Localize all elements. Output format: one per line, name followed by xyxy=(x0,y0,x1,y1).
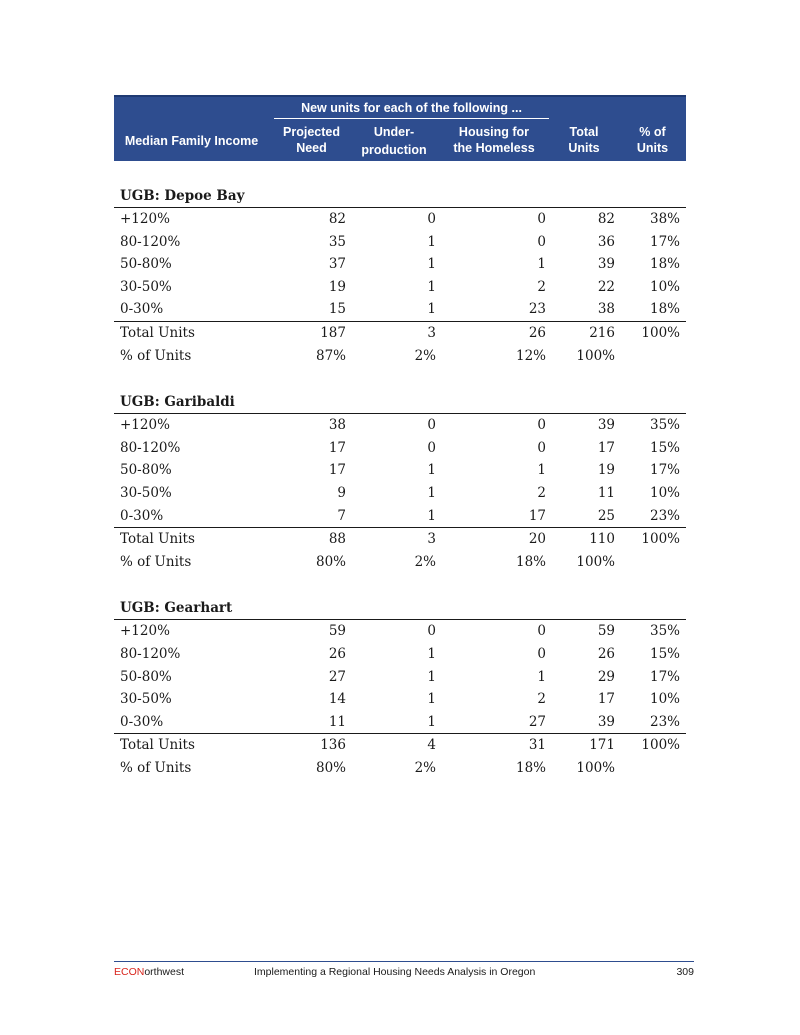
cell-homeless: 1 xyxy=(537,256,546,273)
cell-underproduction: 0 xyxy=(427,439,436,456)
cell-underproduction: 1 xyxy=(427,462,436,479)
cell-total-units: 17 xyxy=(597,439,615,456)
cell-projected-need: 7 xyxy=(337,507,346,524)
cell-total-units: 25 xyxy=(597,507,615,524)
group-header-label: New units for each of the following ... xyxy=(301,101,522,115)
col-header-total-line2: Units xyxy=(568,141,600,155)
cell-underproduction: 3 xyxy=(427,324,436,341)
cell-underproduction: 1 xyxy=(427,233,436,250)
cell-total-units: 100% xyxy=(576,759,615,776)
cell-projected-need: 80% xyxy=(315,759,346,776)
cell-homeless: 18% xyxy=(515,759,546,776)
row-label: 50-80% xyxy=(120,256,172,273)
row-label: +120% xyxy=(120,211,170,227)
col-header-projected-line2: Need xyxy=(296,141,327,155)
cell-projected-need: 9 xyxy=(337,484,346,501)
total-row xyxy=(114,527,686,551)
cell-underproduction: 0 xyxy=(427,211,436,227)
col-header-total-line1: Total xyxy=(569,125,599,139)
col-header-under-line1: Under- xyxy=(373,125,415,139)
cell-homeless: 2 xyxy=(537,691,546,708)
cell-underproduction: 0 xyxy=(427,623,436,640)
cell-projected-need: 11 xyxy=(328,713,346,730)
cell-underproduction: 1 xyxy=(427,691,436,708)
cell-pct-units: 15% xyxy=(649,645,680,662)
table-row xyxy=(114,414,686,437)
cell-projected-need: 17 xyxy=(328,439,346,456)
col-header-projected-line1: Projected xyxy=(283,125,340,139)
cell-total-units: 216 xyxy=(589,324,615,341)
row-label: 0-30% xyxy=(120,713,164,730)
table-row xyxy=(114,459,686,482)
row-label: 30-50% xyxy=(120,278,172,295)
cell-total-units: 39 xyxy=(597,713,615,730)
table-body xyxy=(114,185,686,779)
cell-total-units: 36 xyxy=(597,233,615,250)
cell-total-units: 110 xyxy=(589,531,615,548)
cell-projected-need: 82 xyxy=(328,211,346,227)
table-row xyxy=(114,643,686,666)
row-label: +120% xyxy=(120,417,170,434)
cell-underproduction: 0 xyxy=(427,417,436,434)
col-header-projected xyxy=(274,124,349,156)
cell-total-units: 26 xyxy=(597,645,615,662)
table-section xyxy=(114,185,686,367)
cell-projected-need: 80% xyxy=(315,553,346,570)
cell-projected-need: 14 xyxy=(328,691,346,708)
row-label: Total Units xyxy=(120,737,195,754)
cell-homeless: 12% xyxy=(515,347,546,364)
cell-homeless: 18% xyxy=(515,553,546,570)
cell-pct-units: 10% xyxy=(649,691,680,708)
cell-total-units: 38 xyxy=(597,301,615,318)
col-header-income: Median Family Income xyxy=(124,134,259,148)
col-header-total xyxy=(554,124,614,156)
footer-brand-rest: orthwest xyxy=(144,966,185,978)
cell-projected-need: 87% xyxy=(315,347,346,364)
cell-pct-units: 18% xyxy=(649,301,680,318)
table-row xyxy=(114,208,686,231)
cell-underproduction: 1 xyxy=(427,484,436,501)
cell-underproduction: 2% xyxy=(414,347,436,364)
row-label: % of Units xyxy=(120,759,192,776)
row-label: 50-80% xyxy=(120,462,172,479)
cell-homeless: 1 xyxy=(537,668,546,685)
cell-projected-need: 27 xyxy=(328,668,346,685)
col-header-homeless-line1: Housing for xyxy=(458,125,530,139)
row-label: Total Units xyxy=(120,531,195,548)
row-label: 80-120% xyxy=(120,233,181,250)
row-label: 0-30% xyxy=(120,507,164,524)
cell-projected-need: 187 xyxy=(320,324,346,341)
section-title: UGB: Garibaldi xyxy=(114,391,686,414)
cell-pct-units: 100% xyxy=(641,324,680,341)
cell-underproduction: 2% xyxy=(414,553,436,570)
cell-underproduction: 1 xyxy=(427,301,436,318)
table-section xyxy=(114,391,686,573)
table-row xyxy=(114,276,686,299)
cell-underproduction: 1 xyxy=(427,507,436,524)
table-row xyxy=(114,231,686,254)
row-label: % of Units xyxy=(120,347,192,364)
pct-row xyxy=(114,345,686,368)
cell-homeless: 2 xyxy=(537,278,546,295)
cell-homeless: 26 xyxy=(528,324,546,341)
row-label: 0-30% xyxy=(120,301,164,318)
cell-underproduction: 4 xyxy=(427,737,436,754)
cell-homeless: 0 xyxy=(537,439,546,456)
cell-projected-need: 15 xyxy=(328,301,346,318)
table-section xyxy=(114,597,686,779)
cell-total-units: 17 xyxy=(597,691,615,708)
group-header-underline xyxy=(274,118,549,119)
housing-needs-table xyxy=(114,95,686,779)
cell-projected-need: 59 xyxy=(328,623,346,640)
table-row xyxy=(114,437,686,460)
footer-doc-title: Implementing a Regional Housing Needs Analysis in Oregon xyxy=(254,966,536,978)
cell-pct-units: 100% xyxy=(641,531,680,548)
cell-pct-units: 35% xyxy=(649,417,680,434)
table-row xyxy=(114,505,686,528)
cell-total-units: 39 xyxy=(597,256,615,273)
table-row xyxy=(114,711,686,734)
table-row xyxy=(114,298,686,321)
cell-pct-units: 35% xyxy=(649,623,680,640)
table-row xyxy=(114,253,686,276)
cell-projected-need: 136 xyxy=(320,737,346,754)
cell-pct-units: 100% xyxy=(641,737,680,754)
cell-total-units: 29 xyxy=(597,668,615,685)
cell-homeless: 17 xyxy=(528,507,546,524)
cell-projected-need: 17 xyxy=(328,462,346,479)
cell-underproduction: 1 xyxy=(427,668,436,685)
cell-total-units: 171 xyxy=(589,737,615,754)
row-label: +120% xyxy=(120,623,170,640)
pct-row xyxy=(114,757,686,780)
cell-pct-units: 15% xyxy=(649,439,680,456)
footer-page-number: 309 xyxy=(676,966,694,978)
cell-underproduction: 3 xyxy=(427,531,436,548)
cell-total-units: 100% xyxy=(576,553,615,570)
cell-homeless: 27 xyxy=(528,713,546,730)
cell-projected-need: 26 xyxy=(328,645,346,662)
cell-underproduction: 1 xyxy=(427,256,436,273)
col-header-homeless xyxy=(439,124,549,156)
cell-underproduction: 1 xyxy=(427,645,436,662)
cell-total-units: 19 xyxy=(597,462,615,479)
table-row xyxy=(114,482,686,505)
row-label: Total Units xyxy=(120,324,195,341)
cell-total-units: 100% xyxy=(576,347,615,364)
col-header-pct-line1: % of xyxy=(639,125,666,139)
row-label: 80-120% xyxy=(120,645,181,662)
col-header-pct xyxy=(619,124,686,156)
cell-total-units: 59 xyxy=(597,623,615,640)
cell-homeless: 0 xyxy=(537,623,546,640)
cell-underproduction: 2% xyxy=(414,759,436,776)
col-header-pct-line2: Units xyxy=(636,141,669,155)
cell-pct-units: 23% xyxy=(649,507,680,524)
row-label: 50-80% xyxy=(120,668,172,685)
footer-brand-econ: ECON xyxy=(114,966,145,978)
footer-brand xyxy=(114,966,184,978)
cell-homeless: 0 xyxy=(537,233,546,250)
cell-pct-units: 17% xyxy=(649,233,680,250)
cell-homeless: 0 xyxy=(537,417,546,434)
cell-projected-need: 35 xyxy=(328,233,346,250)
cell-homeless: 1 xyxy=(537,462,546,479)
table-header xyxy=(114,95,686,161)
cell-total-units: 82 xyxy=(597,211,615,227)
cell-underproduction: 1 xyxy=(427,278,436,295)
cell-total-units: 39 xyxy=(597,417,615,434)
row-label: 80-120% xyxy=(120,439,181,456)
cell-projected-need: 37 xyxy=(328,256,346,273)
cell-homeless: 0 xyxy=(537,645,546,662)
cell-pct-units: 17% xyxy=(649,668,680,685)
cell-homeless: 0 xyxy=(537,211,546,227)
table-row xyxy=(114,688,686,711)
cell-projected-need: 88 xyxy=(328,531,346,548)
cell-homeless: 31 xyxy=(528,737,546,754)
cell-pct-units: 10% xyxy=(649,278,680,295)
cell-pct-units: 18% xyxy=(649,256,680,273)
cell-pct-units: 17% xyxy=(649,462,680,479)
cell-homeless: 20 xyxy=(528,531,546,548)
page-footer xyxy=(114,961,694,982)
total-row xyxy=(114,321,686,345)
cell-pct-units: 38% xyxy=(649,211,680,227)
total-row xyxy=(114,733,686,757)
cell-total-units: 22 xyxy=(597,278,615,295)
col-header-homeless-line2: the Homeless xyxy=(453,141,535,155)
section-title: UGB: Gearhart xyxy=(114,597,686,620)
cell-total-units: 11 xyxy=(597,484,615,501)
col-header-underproduction xyxy=(354,124,434,158)
cell-pct-units: 10% xyxy=(649,484,680,501)
cell-pct-units: 23% xyxy=(649,713,680,730)
cell-projected-need: 19 xyxy=(328,278,346,295)
row-label: 30-50% xyxy=(120,484,172,501)
row-label: % of Units xyxy=(120,553,192,570)
cell-underproduction: 1 xyxy=(427,713,436,730)
pct-row xyxy=(114,551,686,574)
row-label: 30-50% xyxy=(120,691,172,708)
table-row xyxy=(114,666,686,689)
cell-homeless: 23 xyxy=(528,301,546,318)
cell-homeless: 2 xyxy=(537,484,546,501)
section-title: UGB: Depoe Bay xyxy=(114,185,686,208)
col-header-under-line2: production xyxy=(361,143,427,157)
cell-projected-need: 38 xyxy=(328,417,346,434)
table-row xyxy=(114,620,686,643)
